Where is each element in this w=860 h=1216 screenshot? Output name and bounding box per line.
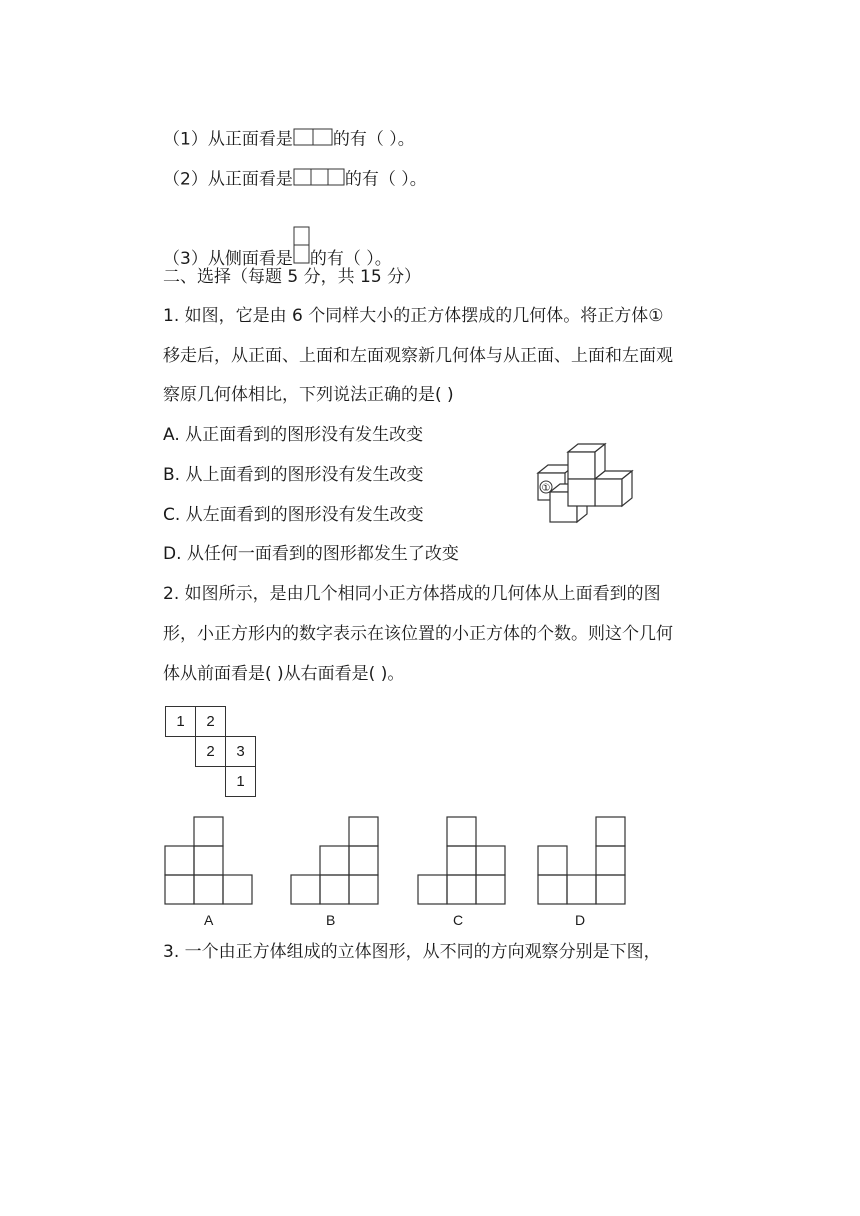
three-squares-icon <box>293 168 345 191</box>
stacked-squares-icon <box>293 226 310 269</box>
q1-option-a: A. 从正面看到的图形没有发生改变 <box>163 425 424 445</box>
option-a-figure <box>164 815 254 907</box>
q1-option-b: B. 从上面看到的图形没有发生改变 <box>163 465 424 485</box>
item-3-suffix: 的有（ ）。 <box>309 249 392 269</box>
grid-cell-empty <box>166 737 196 767</box>
cube-figure <box>530 440 642 528</box>
option-d-figure <box>537 815 627 907</box>
q2-line-3: 体从前面看是( )从右面看是( )。 <box>163 664 405 684</box>
cube-label-1: ① <box>541 483 551 494</box>
grid-cell: 2 <box>196 737 226 767</box>
grid-cell: 1 <box>166 707 196 737</box>
section-2-heading: 二、选择（每题 5 分，共 15 分） <box>163 267 422 287</box>
q3-line-1: 3. 一个由正方体组成的立体图形，从不同的方向观察分别是下图， <box>163 942 661 962</box>
q2-line-1: 2. 如图所示，是由几个相同小正方体搭成的几何体从上面看到的图 <box>163 584 661 604</box>
q1-line-3: 察原几何体相比，下列说法正确的是( ) <box>163 385 454 405</box>
option-a-label: A <box>204 912 214 928</box>
q2-line-2: 形，小正方形内的数字表示在该位置的小正方体的个数。则这个几何 <box>163 624 673 644</box>
item-3 <box>163 226 392 269</box>
q1-line-2: 移走后，从正面、上面和左面观察新几何体与从正面、上面和左面观 <box>163 346 673 366</box>
q1-option-d: D. 从任何一面看到的图形都发生了改变 <box>163 544 459 564</box>
q1-line-1: 1. 如图，它是由 6 个同样大小的正方体摆成的几何体。将正方体① <box>163 306 664 326</box>
item-3-prefix: （3）从侧面看是 <box>163 249 293 269</box>
grid-cell-empty <box>226 707 256 737</box>
grid-cell-empty <box>196 767 226 797</box>
item-2-prefix: （2）从正面看是 <box>163 169 293 190</box>
option-c-label: C <box>453 912 464 928</box>
item-1 <box>163 128 415 151</box>
item-1-prefix: （1）从正面看是 <box>163 129 293 150</box>
option-d-label: D <box>575 912 586 928</box>
item-2-suffix: 的有（ ）。 <box>344 169 427 190</box>
two-squares-icon <box>293 128 333 151</box>
grid-cell-empty <box>166 767 196 797</box>
option-b-figure <box>290 815 380 907</box>
top-view-grid <box>165 706 256 797</box>
item-1-suffix: 的有（ ）。 <box>332 129 415 150</box>
option-c-figure <box>417 815 507 907</box>
q1-option-c: C. 从左面看到的图形没有发生改变 <box>163 505 424 525</box>
grid-cell: 1 <box>226 767 256 797</box>
item-2 <box>163 168 427 191</box>
option-b-label: B <box>326 912 336 928</box>
grid-cell: 2 <box>196 707 226 737</box>
grid-cell: 3 <box>226 737 256 767</box>
